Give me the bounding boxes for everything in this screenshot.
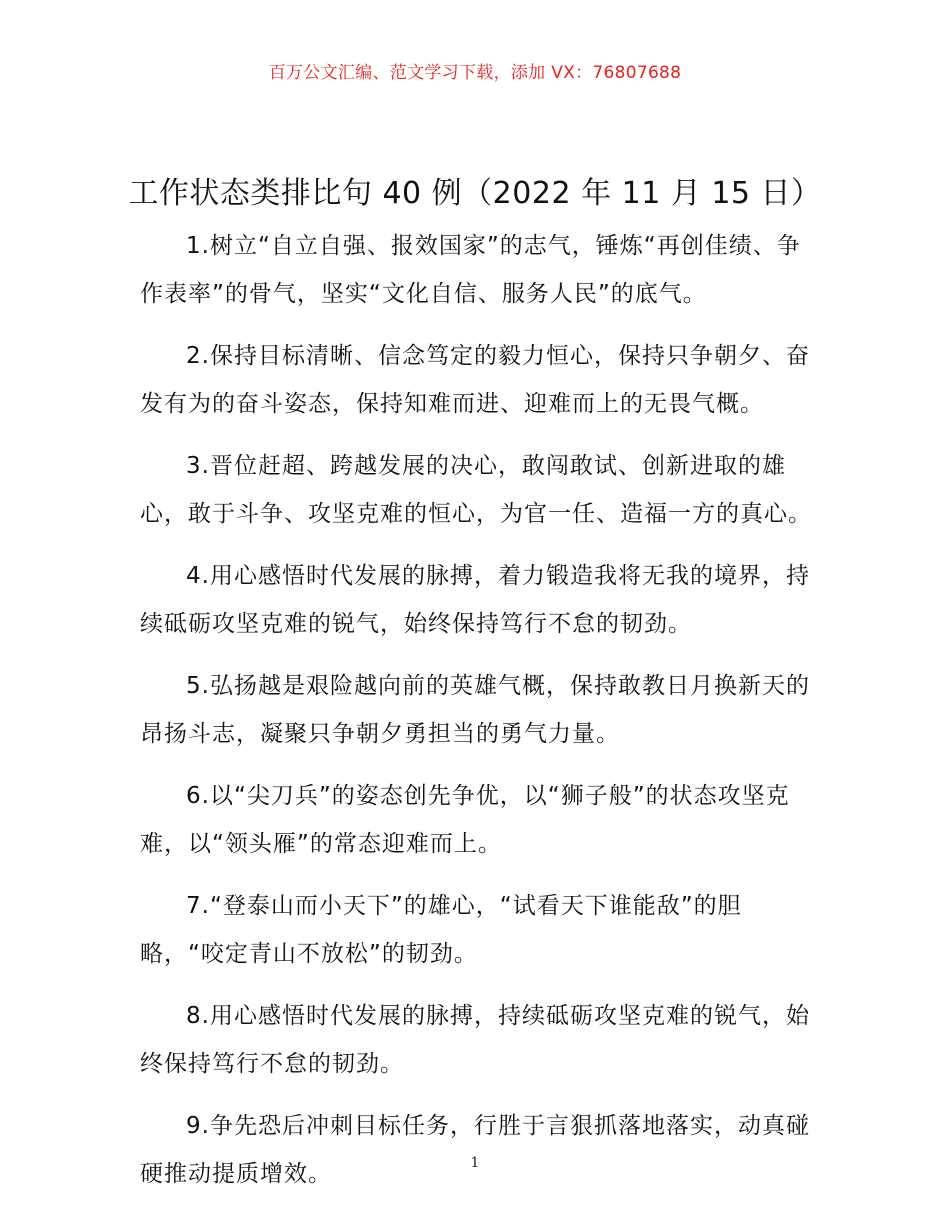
document-title: 工作状态类排比句 40 例（2022 年 11 月 15 日） (128, 176, 822, 211)
paragraph-9: 9.争先恐后冲刺目标任务，行胜于言狠抓落地落实，动真碰硬推动提质增效。 (140, 1113, 810, 1187)
header-contact-note: 百万公文汇编、范文学习下载，添加 VX：76807688 (268, 63, 682, 83)
paragraph-1: 1.树立“自立自强、报效国家”的志气，锤炼“再创佳绩、争作表率”的骨气，坚实“文化自信、服务人民”的底气。 (140, 233, 801, 307)
paragraph-3: 3.晋位赶超、跨越发展的决心，敢闯敢试、创新进取的雄心，敢于斗争、攻坚克难的恒心，为官一任、造福一方的真心。 (140, 453, 812, 527)
paragraph-4: 4.用心感悟时代发展的脉搏，着力锻造我将无我的境界，持续砥砺攻坚克难的锐气，始终保持笃行不怠的韧劲。 (140, 563, 810, 637)
paragraph-8: 8.用心感悟时代发展的脉搏，持续砥砺攻坚克难的锐气，始终保持笃行不怠的韧劲。 (140, 1003, 810, 1077)
paragraph-6: 6.以“尖刀兵”的姿态创先争优，以“狮子般”的状态攻坚克难，以“领头雁”的常态迎难而上。 (140, 783, 790, 857)
paragraph-5: 5.弘扬越是艰险越向前的英雄气概，保持敢教日月换新天的昂扬斗志，凝聚只争朝夕勇担当的勇气力量。 (140, 673, 810, 747)
document-body (140, 222, 814, 1212)
page-number: 1 (470, 1155, 480, 1171)
paragraph-2: 2.保持目标清晰、信念笃定的毅力恒心，保持只争朝夕、奋发有为的奋斗姿态，保持知难而进、迎难而上的无畏气概。 (140, 343, 810, 417)
paragraph-7: 7.“登泰山而小天下”的雄心，“试看天下谁能敌”的胆略，“咬定青山不放松”的韧劲。 (140, 893, 742, 967)
